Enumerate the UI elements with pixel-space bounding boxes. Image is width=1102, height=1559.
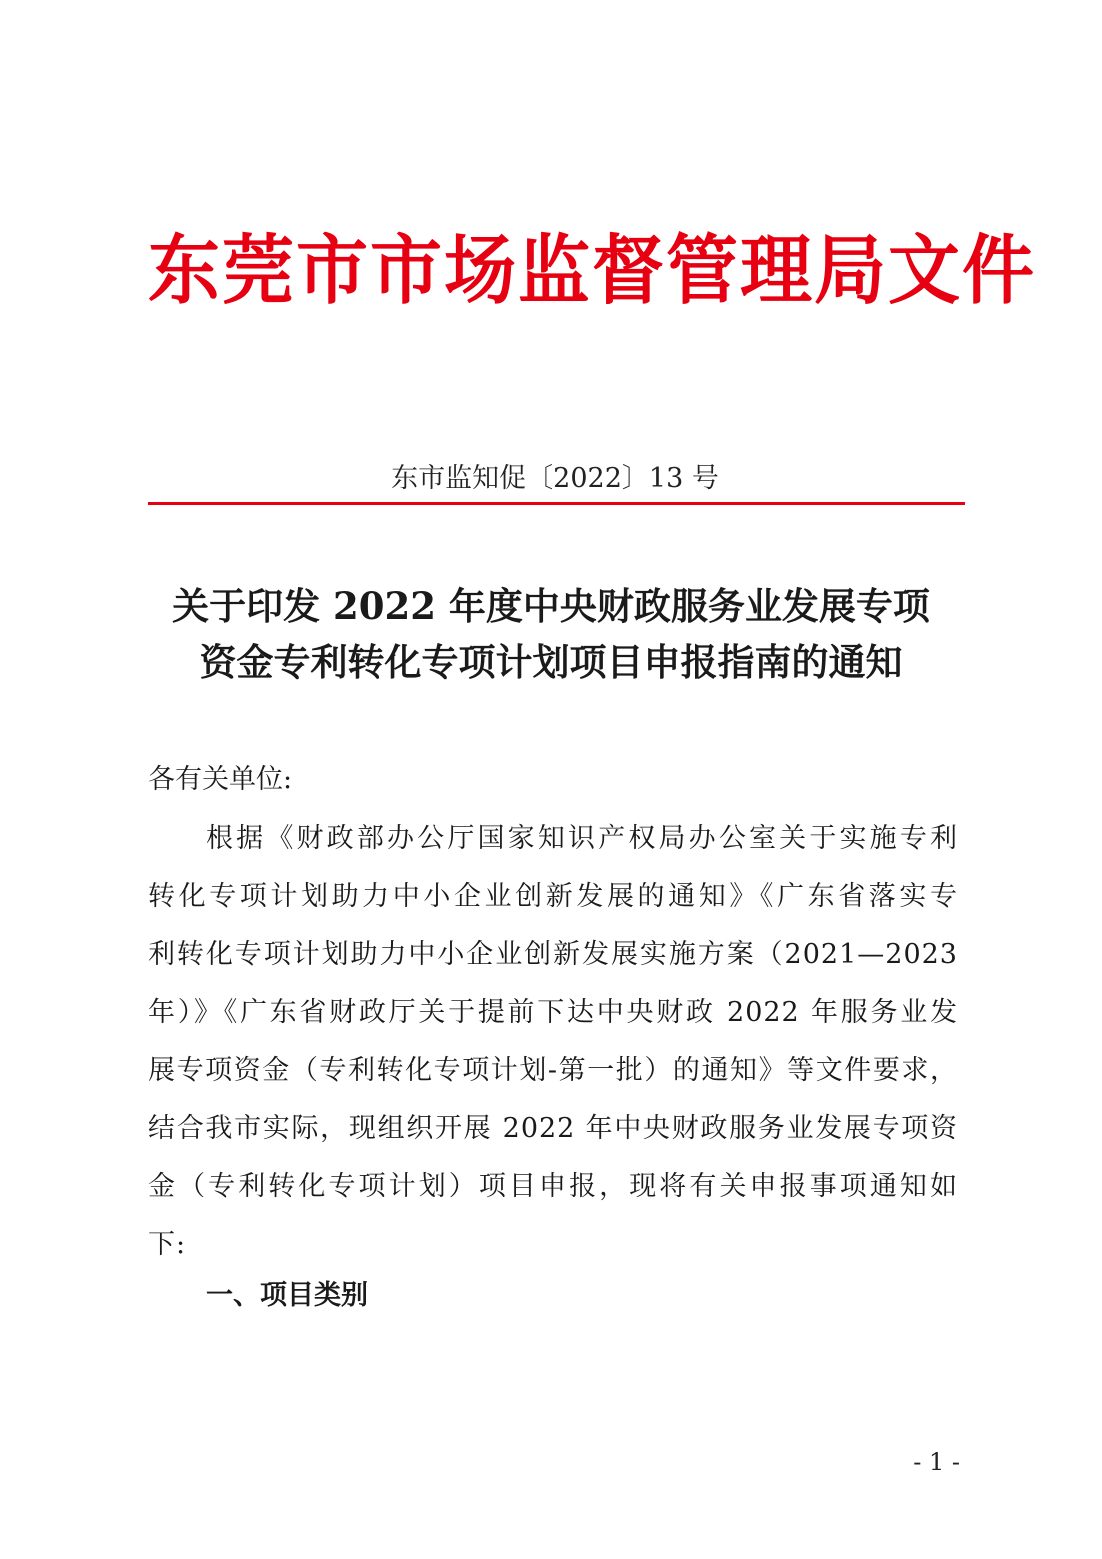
body-line: 转化专项计划助力中小企业创新发展的通知》《广东省落实专 [148, 881, 958, 912]
body-paragraph [148, 816, 958, 1280]
notice-title-line-2: 资金专利转化专项计划项目申报指南的通知 [199, 640, 903, 684]
body-line: 年）》《广东省财政厅关于提前下达中央财政 2022 年服务业发 [148, 997, 958, 1028]
notice-title [130, 578, 972, 690]
body-line: 金（专利转化专项计划）项目申报，现将有关申报事项通知如 [148, 1171, 958, 1202]
red-separator-line [148, 502, 965, 505]
document-number: 东市监知促〔2022〕13 号 [391, 463, 719, 494]
section-heading-project-category: 一、项目类别 [206, 1280, 368, 1311]
salutation: 各有关单位: [148, 764, 293, 795]
body-line: 利转化专项计划助力中小企业创新发展实施方案（2021—2023 [148, 939, 958, 970]
body-line: 结合我市实际，现组织开展 2022 年中央财政服务业发展专项资 [148, 1113, 958, 1144]
masthead-title: 东莞市市场监督管理局文件 [148, 224, 1037, 315]
body-line: 根据《财政部办公厅国家知识产权局办公室关于实施专利 [206, 823, 958, 854]
body-line: 展专项资金（专利转化专项计划-第一批）的通知》等文件要求， [148, 1055, 958, 1086]
page-number: - 1 - [913, 1448, 960, 1476]
notice-title-line-1: 关于印发 2022 年度中央财政服务业发展专项 [172, 584, 930, 628]
body-line: 下: [148, 1229, 187, 1260]
